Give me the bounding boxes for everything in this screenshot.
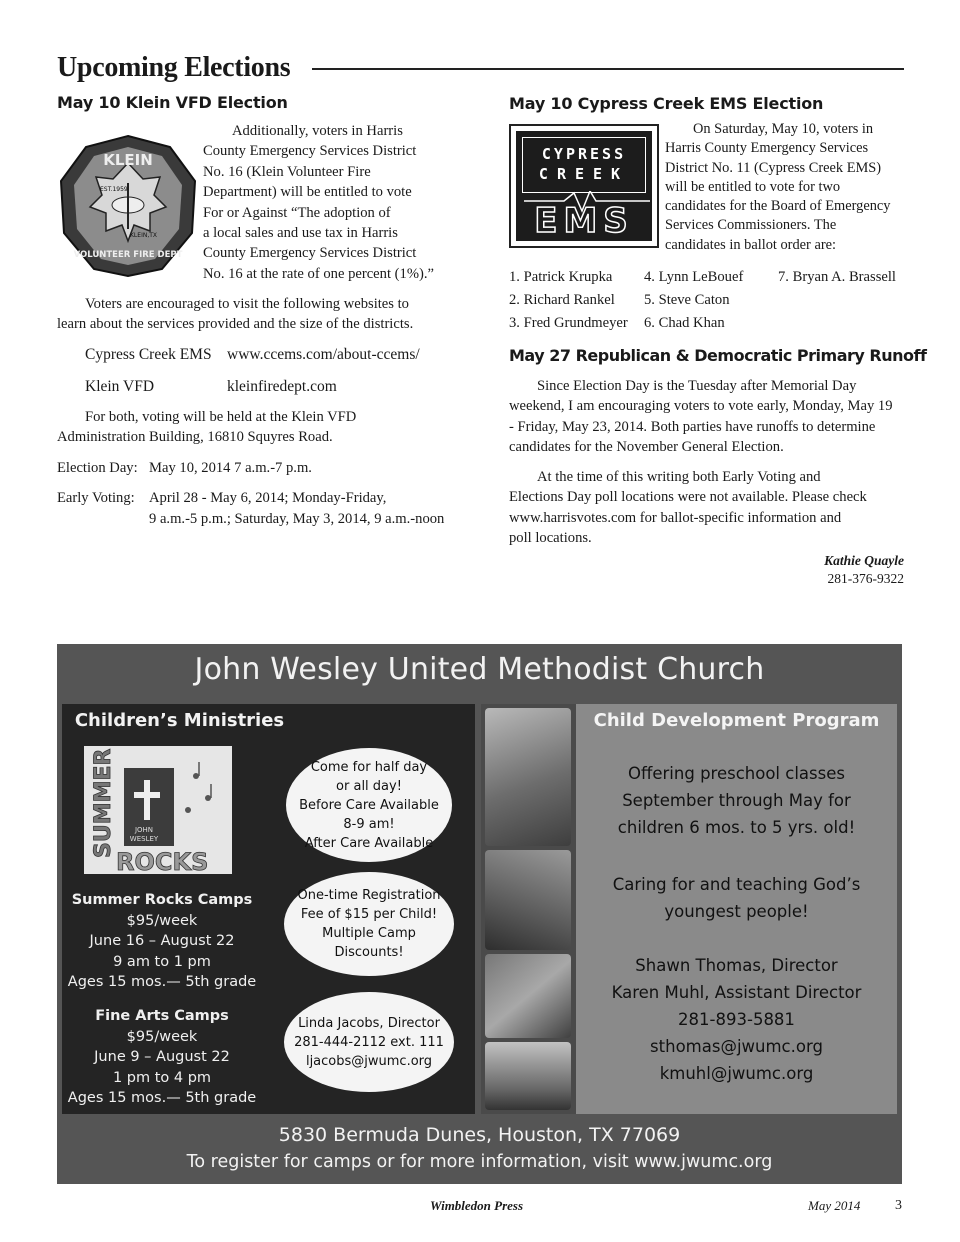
badge-est-text: EST.1959 <box>100 186 128 193</box>
candidate: 6. Chad Khan <box>644 315 725 331</box>
caring-line: Caring for and teaching God’s <box>612 875 861 894</box>
table-row <box>509 289 896 312</box>
church-name: John Wesley United Methodist Church <box>194 652 765 687</box>
oval-line: Fee of $15 per Child! <box>300 907 438 922</box>
page-title: Upcoming Elections <box>57 52 291 83</box>
klein-encourage <box>57 294 467 335</box>
page-number: 3 <box>895 1198 902 1213</box>
klein-intro-line: No. 16 (Klein Volunteer Fire <box>203 163 371 180</box>
cypress-intro-line: Harris County Emergency Services <box>665 140 869 157</box>
runoff-line: Elections Day poll locations were not available. Please check <box>509 489 867 506</box>
klein-intro-line: County Emergency Services District <box>203 143 417 160</box>
childrens-ministries-heading: Children’s Ministries <box>74 710 285 731</box>
cypress-intro <box>665 120 915 255</box>
offer-line: children 6 mos. to 5 yrs. old! <box>617 818 856 837</box>
badge-top-text: KLEIN <box>103 151 153 169</box>
runoff-line: Since Election Day is the Tuesday after Memorial Day <box>537 378 857 394</box>
oval-line: After Care Available <box>304 835 434 851</box>
oval-line: Linda Jacobs, Director <box>298 1015 440 1031</box>
klein-intro-line: a local sales and use tax in Harris <box>203 225 398 242</box>
children-photos <box>481 704 576 1114</box>
site-name: Cypress Creek EMS <box>85 346 212 363</box>
runoff-line: weekend, I am encouraging voters to vote early, Monday, May 19 <box>509 398 893 415</box>
logo-rocks-text: ROCKS <box>116 848 209 874</box>
fine-arts-info <box>62 1006 262 1109</box>
ad-footer <box>57 1122 902 1176</box>
oval-line: Come for half day <box>310 759 428 775</box>
summer-camps-line: Ages 15 mos.— 5th grade <box>67 974 257 990</box>
logo-ems-text: EMS <box>534 201 634 241</box>
half-day-oval <box>286 748 452 862</box>
klein-intro-line: No. 16 at the rate of one percent (1%).” <box>203 265 434 282</box>
summer-camps-line: $95/week <box>126 912 198 929</box>
early-voting-label: Early Voting: <box>57 490 135 506</box>
issue-date: May 2014 <box>808 1198 861 1213</box>
summer-camps-info <box>62 890 262 993</box>
election-day-value: May 10, 2014 7 a.m.-7 p.m. <box>149 460 312 476</box>
director-contacts <box>576 952 897 1087</box>
oval-line: 8-9 am! <box>343 816 395 832</box>
site-url[interactable]: www.ccems.com/about-ccems/ <box>227 346 420 363</box>
cypress-intro-line: Services Commissioners. The <box>665 217 837 234</box>
klein-intro-line: Additionally, voters in Harris <box>232 123 403 139</box>
caring-text <box>576 871 897 925</box>
oval-line: or all day! <box>336 778 402 794</box>
church-advertisement <box>57 644 902 1184</box>
logo-cypress-text: CYPRESS <box>541 145 627 163</box>
cypress-intro-line: candidates in ballot order are: <box>665 236 837 253</box>
klein-vfd-badge <box>58 133 198 278</box>
logo-summer-text: SUMMER <box>91 748 116 858</box>
contact-line: Shawn Thomas, Director <box>635 956 838 975</box>
title-rule <box>312 68 904 70</box>
cypress-intro-line: On Saturday, May 10, voters in <box>693 121 874 137</box>
table-row <box>509 312 896 335</box>
runoff-para2 <box>509 467 909 549</box>
fine-arts-line: 1 pm to 4 pm <box>112 1069 212 1086</box>
klein-intro-line: For or Against “The adoption of <box>203 204 391 221</box>
badge-city-text: KLEIN,TX <box>130 232 158 239</box>
caring-line: youngest people! <box>664 902 809 921</box>
summer-rocks-logo <box>84 746 232 874</box>
child-photo <box>485 708 571 846</box>
logo-john-text: JOHN <box>134 826 154 834</box>
contact-email[interactable]: kmuhl@jwumc.org <box>659 1064 814 1083</box>
summer-camps-line: 9 am to 1 pm <box>113 953 211 970</box>
site-url[interactable]: kleinfiredept.com <box>227 378 337 395</box>
encourage-line: Voters are encouraged to visit the following websites to <box>85 296 409 312</box>
fine-arts-line: June 9 – August 22 <box>94 1049 230 1065</box>
child-development-heading: Child Development Program <box>593 710 880 731</box>
candidate <box>778 312 896 335</box>
runoff-line: www.harrisvotes.com for ballot-specific information and <box>509 509 842 526</box>
klein-intro-line: County Emergency Services District <box>203 245 417 262</box>
child-development-panel <box>481 704 897 1114</box>
oval-line: Before Care Available <box>299 797 439 813</box>
cypress-intro-line: candidates for the Board of Emergency <box>665 198 891 215</box>
fine-arts-line: $95/week <box>126 1028 198 1045</box>
summer-camps-line: June 16 – August 22 <box>89 933 235 949</box>
klein-intro-line: Department) will be entitled to vote <box>203 184 412 201</box>
candidate: 7. Bryan A. Brassell <box>778 269 896 285</box>
child-photo <box>485 1042 571 1110</box>
both-line: Administration Building, 16810 Squyres Road. <box>57 429 333 446</box>
contact-line: Karen Muhl, Assistant Director <box>611 983 862 1002</box>
child-photo <box>485 850 571 950</box>
candidate: 3. Fred Grundmeyer <box>509 315 628 331</box>
candidate <box>778 289 896 312</box>
fine-arts-line: Ages 15 mos.— 5th grade <box>67 1090 257 1106</box>
runoff-line: poll locations. <box>509 530 592 547</box>
author-name: Kathie Quayle <box>824 553 904 568</box>
runoff-line: - Friday, May 23, 2014. Both parties have runoffs to determine <box>509 418 876 435</box>
candidate: 2. Richard Rankel <box>509 292 615 308</box>
offer-line: September through May for <box>622 791 851 810</box>
cypress-intro-line: District No. 11 (Cypress Creek EMS) <box>665 159 882 176</box>
summer-camps-title: Summer Rocks Camps <box>71 892 253 908</box>
offer-text <box>576 760 897 841</box>
candidate: 5. Steve Caton <box>644 292 730 308</box>
author-phone: 281-376-9322 <box>827 571 904 586</box>
oval-line: Discounts! <box>334 945 404 960</box>
klein-heading: May 10 Klein VFD Election <box>57 93 288 112</box>
table-row <box>509 266 896 289</box>
encourage-line: learn about the services provided and the size of the districts. <box>57 316 414 333</box>
badge-bottom-text: VOLUNTEER FIRE DEPT <box>73 250 183 260</box>
cypress-heading: May 10 Cypress Creek EMS Election <box>509 94 824 113</box>
oval-line: One-time Registration <box>297 888 441 903</box>
election-day-label: Election Day: <box>57 460 138 476</box>
candidate-table <box>509 266 896 335</box>
runoff-heading: May 27 Republican & Democratic Primary Runoff <box>509 346 927 365</box>
site-name: Klein VFD <box>85 378 155 395</box>
runoff-para1 <box>509 376 909 458</box>
registration-oval <box>284 872 454 976</box>
logo-wesley-text: WESLEY <box>129 835 159 843</box>
contact-email[interactable]: sthomas@jwumc.org <box>650 1037 823 1056</box>
runoff-line: At the time of this writing both Early Voting and <box>537 469 821 485</box>
logo-creek-text: CREEK <box>538 165 630 183</box>
child-photo <box>485 954 571 1038</box>
klein-both <box>57 407 467 448</box>
cypress-intro-line: will be entitled to vote for two <box>665 178 841 195</box>
oval-line: 281-444-2112 ext. 111 <box>294 1034 444 1050</box>
oval-line[interactable]: ljacobs@jwumc.org <box>305 1053 433 1069</box>
childrens-ministries-panel <box>62 704 475 1114</box>
klein-intro <box>203 121 463 284</box>
candidate: 4. Lynn LeBouef <box>644 269 744 285</box>
early-voting-value: 9 a.m.-5 p.m.; Saturday, May 3, 2014, 9 a.m.-noon <box>149 511 445 527</box>
publication-name: Wimbledon Press <box>430 1198 524 1213</box>
contact-line: 281-893-5881 <box>678 1010 795 1029</box>
offer-line: Offering preschool classes <box>628 764 845 783</box>
registration-info: To register for camps or for more information, visit www.jwumc.org <box>186 1152 773 1172</box>
church-address: 5830 Bermuda Dunes, Houston, TX 77069 <box>278 1124 681 1146</box>
candidate: 1. Patrick Krupka <box>509 269 613 285</box>
oval-line: Multiple Camp <box>322 926 416 941</box>
contact-oval <box>284 992 454 1092</box>
fine-arts-title: Fine Arts Camps <box>95 1008 229 1024</box>
early-voting-value: April 28 - May 6, 2014; Monday-Friday, <box>149 490 387 506</box>
both-line: For both, voting will be held at the Klein VFD <box>85 409 357 425</box>
cypress-creek-ems-logo <box>509 124 659 248</box>
runoff-line: candidates for the November General Election. <box>509 439 784 456</box>
